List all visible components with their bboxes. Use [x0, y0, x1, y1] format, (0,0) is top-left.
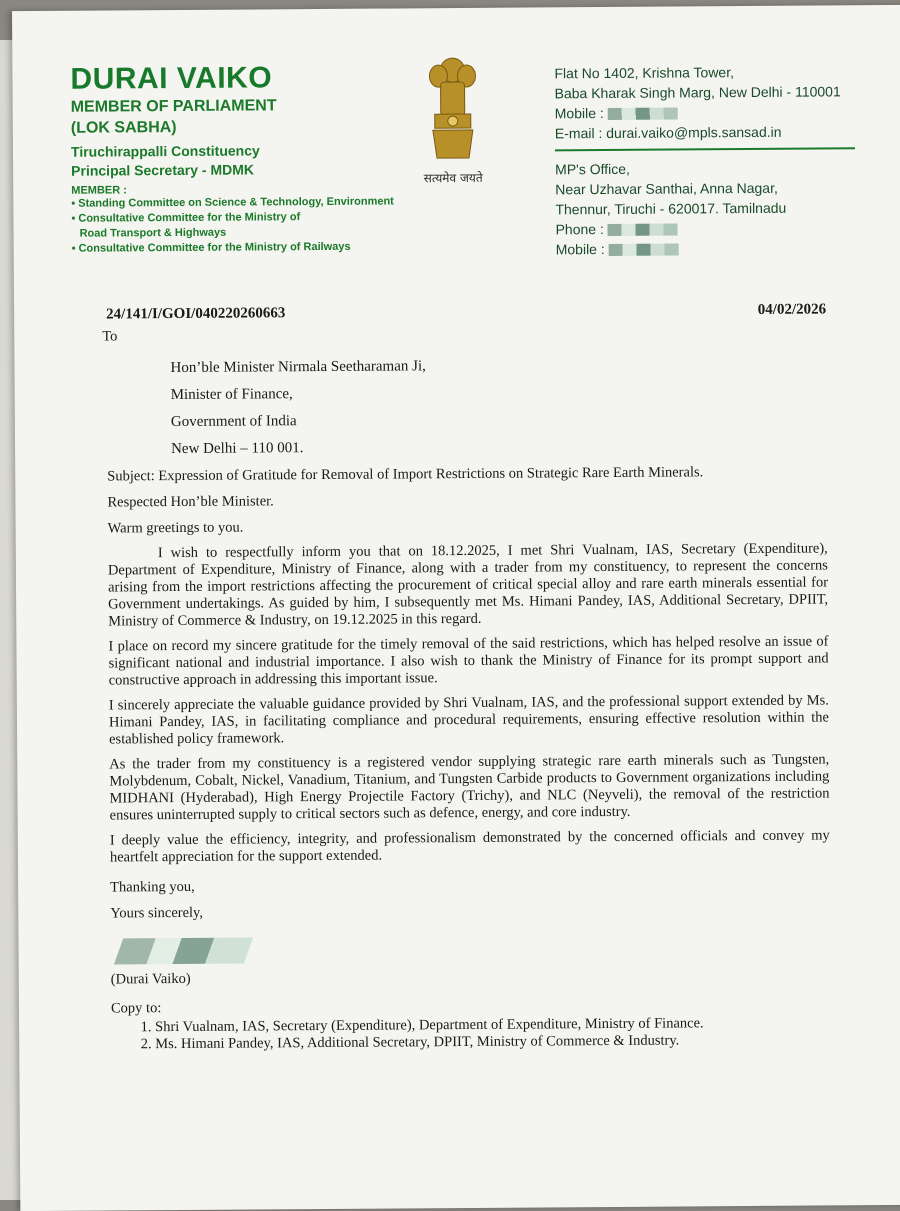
- salutation: Respected Hon’ble Minister.: [107, 493, 274, 511]
- copy-list: [111, 1014, 831, 1053]
- letterhead-right: [554, 61, 855, 259]
- mp-house: (LOK SABHA): [70, 118, 177, 137]
- body-paragraph: I wish to respectfully inform you that on 18.12.2025, I met Shri Vualnam, IAS, Secretary (Expenditure), Department of Expenditure, Ministry of Finance, along with a trader from my constituency, to represent the concerns arising from the import restrictions affecting the procurement of critical special alloy and rare earth minerals essential for Government undertakings. As guided by him, I subsequently met Ms. Himani Pandey, IAS, Additional Secretary, DPIIT, Ministry of Commerce & Industry, on 19.12.2025 in this regard.: [107, 540, 829, 630]
- letter-page: [12, 5, 900, 1211]
- mobile-label: Mobile :: [554, 104, 608, 122]
- reference-number: 24/141/I/GOI/040220260663: [106, 305, 286, 323]
- body-paragraph: I sincerely appreciate the valuable guidance provided by Shri Vualnam, IAS, and the professional support extended by Ms. Himani Pandey, IAS, in facilitating compliance and procedural requirements, ensuring effective resolution within the established policy framework.: [108, 692, 830, 748]
- mp-party-role: Principal Secretary - MDMK: [71, 161, 255, 179]
- membership-item: Road Transport & Highways: [79, 226, 227, 240]
- lion-capital-icon: [422, 52, 483, 162]
- member-heading: MEMBER :: [71, 184, 127, 197]
- email: E-mail : durai.vaiko@mpls.sansad.in: [554, 123, 782, 142]
- mp-title: MEMBER OF PARLIAMENT: [70, 97, 277, 116]
- letter-body: [102, 301, 831, 1053]
- redacted-signature: [114, 937, 253, 964]
- delhi-mobile: [555, 101, 855, 123]
- delhi-address-line: Flat No 1402, Krishna Tower,: [554, 64, 735, 82]
- body-paragraph: As the trader from my constituency is a registered vendor supplying strategic rare earth minerals such as Tungsten, Molybdenum, Cobalt, Nickel, Vanadium, Titanium, and Tungsten Carbide products to Government organizations including MIDHANI (Hyderabad), High Energy Projectile Factory (Trichy), and NLC (Neyveli), the removal of the restriction ensures uninterrupted supply to critical sectors such as defence, energy, and core industry.: [109, 751, 830, 824]
- header-divider: [555, 147, 855, 151]
- letter-date: 04/02/2026: [757, 301, 827, 318]
- copy-item: 1. Shri Vualnam, IAS, Secretary (Expenditure), Department of Expenditure, Ministry of Finance.: [155, 1014, 831, 1036]
- membership-item: • Standing Committee on Science & Technology, Environment: [71, 195, 394, 210]
- addressee-line: New Delhi – 110 001.: [171, 440, 304, 458]
- redacted-number: [608, 108, 678, 120]
- mp-constituency: Tiruchirappalli Constituency: [70, 142, 260, 160]
- delhi-address-line: Baba Kharak Singh Marg, New Delhi - 110001: [554, 83, 841, 102]
- addressee-line: Hon’ble Minister Nirmala Seetharaman Ji,: [170, 358, 426, 377]
- redacted-number: [608, 224, 678, 236]
- emblem-motto: सत्यमेव जयते: [423, 170, 483, 186]
- subject-line: Subject: Expression of Gratitude for Removal of Import Restrictions on Strategic Rare Earth Minerals.: [107, 464, 704, 485]
- office-address-line: Near Uzhavar Santhai, Anna Nagar,: [555, 179, 778, 198]
- addressee-block: [170, 350, 827, 463]
- addressee-line: Minister of Finance,: [170, 386, 293, 404]
- copy-item: 2. Ms. Himani Pandey, IAS, Additional Secretary, DPIIT, Ministry of Commerce & Industry.: [155, 1031, 831, 1053]
- thanks-line: Thanking you,: [110, 878, 195, 896]
- national-emblem: [412, 52, 493, 187]
- office-address-line: MP's Office,: [555, 160, 630, 178]
- office-mobile: [556, 237, 856, 259]
- mp-name: DURAI VAIKO: [70, 61, 273, 96]
- body-paragraph: I deeply value the efficiency, integrity, and professionalism demonstrated by the concerned officials and convey my heartfelt appreciation for the support extended.: [109, 827, 830, 866]
- addressee-line: Government of India: [170, 413, 297, 431]
- letterhead-left: [70, 60, 394, 256]
- membership-item: • Consultative Committee for the Ministry of: [71, 211, 301, 225]
- membership-item: • Consultative Committee for the Ministry of Railways: [71, 240, 351, 255]
- signatory-name: (Durai Vaiko): [110, 970, 191, 988]
- closing-line: Yours sincerely,: [110, 904, 204, 922]
- mobile-label: Mobile :: [555, 240, 609, 258]
- greeting: Warm greetings to you.: [107, 519, 244, 537]
- phone-label: Phone :: [555, 220, 608, 238]
- office-address-line: Thennur, Tiruchi - 620017. Tamilnadu: [555, 199, 787, 218]
- redacted-number: [609, 244, 679, 256]
- to-label: To: [102, 328, 118, 345]
- copy-to-label: Copy to:: [110, 1000, 162, 1017]
- office-phone: [555, 217, 855, 239]
- body-paragraph: I place on record my sincere gratitude for the timely removal of the said restrictions, which has helped resolve an issue of significant national and industrial importance. I also wish to thank the Ministry of Finance for its prompt support and constructive approach in addressing this important issue.: [108, 633, 829, 689]
